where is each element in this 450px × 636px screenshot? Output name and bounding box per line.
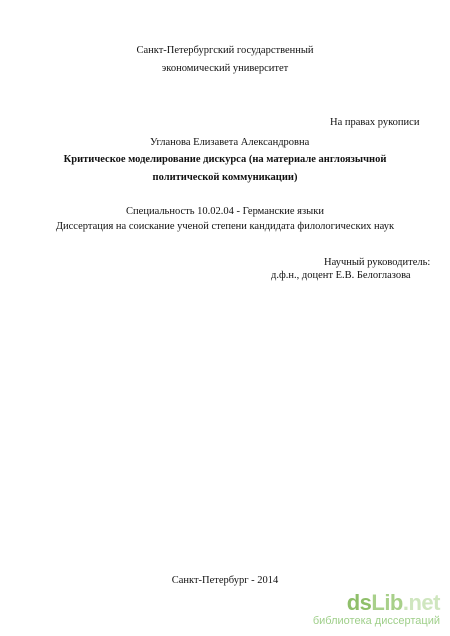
degree-statement: Диссертация на соискание ученой степени кандидата филологических наук <box>55 221 395 232</box>
manuscript-rights: На правах рукописи <box>330 117 420 128</box>
dslib-subtitle: библиотека диссертаций <box>312 615 440 627</box>
dissertation-title-line-1: Критическое моделирование дискурса (на материале англоязычной <box>63 154 387 165</box>
dslib-logo: dsLib.net <box>346 590 440 615</box>
place-year: Санкт-Петербург - 2014 <box>171 575 279 586</box>
institution-line-2: экономический университет <box>161 63 289 74</box>
advisor-name: д.ф.н., доцент Е.В. Белоглазова <box>271 270 411 281</box>
institution-line-1: Санкт-Петербургский государственный <box>136 45 314 56</box>
dissertation-title-line-2: политической коммуникации) <box>152 172 298 183</box>
advisor-label: Научный руководитель: <box>324 257 431 268</box>
dslib-watermark <box>313 592 440 628</box>
specialty: Специальность 10.02.04 - Германские языки <box>126 206 324 217</box>
author-name: Угланова Елизавета Александровна <box>150 137 310 148</box>
